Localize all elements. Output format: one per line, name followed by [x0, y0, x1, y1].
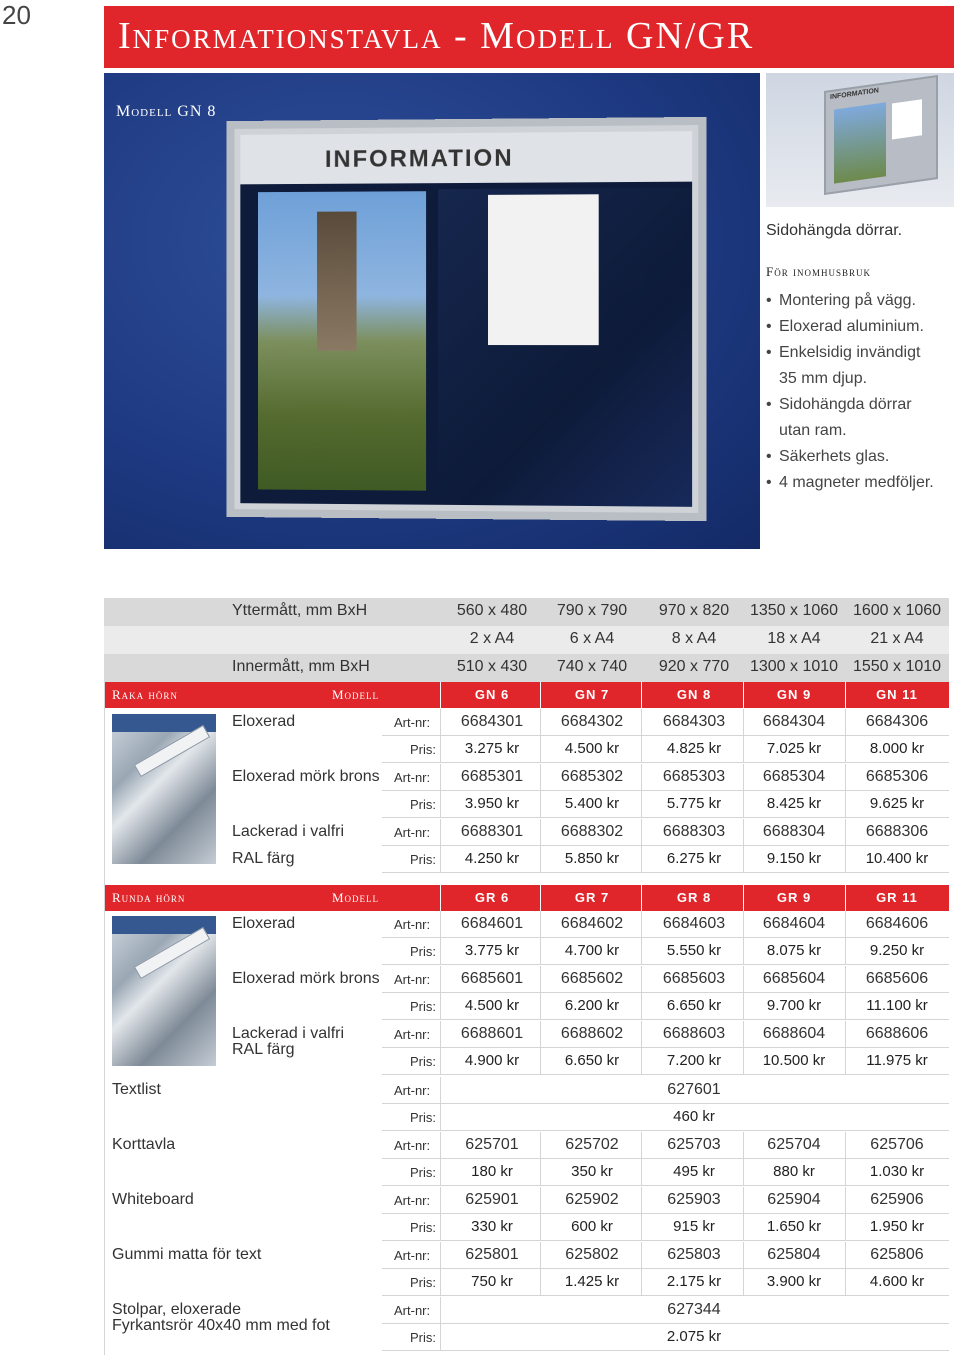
price-value: 7.200 kr	[666, 1052, 722, 1069]
artnr-value: 625703	[667, 1136, 721, 1153]
artnr-label: Art-nr:	[394, 825, 431, 840]
feature-item: • Eloxerad aluminium.	[766, 314, 934, 340]
column-separator	[440, 1297, 441, 1324]
column-separator	[440, 764, 441, 791]
column-separator	[440, 1132, 441, 1159]
price-value: 3.950 kr	[464, 795, 520, 812]
price-value: 460 kr	[673, 1108, 715, 1125]
table-row	[104, 1077, 949, 1104]
column-separator	[440, 938, 441, 965]
row-divider	[382, 1019, 949, 1020]
artnr-value: 6684306	[865, 713, 929, 730]
artnr-value: 6688602	[560, 1025, 624, 1042]
table-row	[104, 1104, 949, 1131]
artnr-label: Art-nr:	[394, 1193, 431, 1208]
price-value: 6.650 kr	[564, 1052, 620, 1069]
price-value: 330 kr	[471, 1218, 513, 1235]
artnr-value: 6684302	[560, 713, 624, 730]
row-label: RAL färg	[232, 1041, 295, 1058]
board-illustration	[227, 117, 707, 521]
model-name: GN 7	[574, 687, 610, 702]
feature-item: • Sidohängda dörrar utan ram.	[766, 392, 934, 444]
price-value: 4.600 kr	[869, 1273, 925, 1290]
column-separator	[641, 682, 642, 708]
column-separator	[440, 736, 441, 763]
price-value: 350 kr	[571, 1163, 613, 1180]
thumbnail-photo	[766, 73, 954, 207]
section-title: Runda hörn	[112, 890, 186, 905]
column-separator	[440, 1104, 441, 1131]
table-row	[104, 911, 949, 938]
column-separator	[440, 1021, 441, 1048]
spec-value: 790 x 790	[556, 602, 628, 619]
row-label: Eloxerad	[232, 713, 296, 730]
spec-label: Innermått, mm BxH	[232, 658, 370, 675]
spec-value: 8 x A4	[671, 630, 717, 647]
price-label: Pris:	[410, 1110, 436, 1125]
spec-value: 18 x A4	[767, 630, 821, 647]
price-value: 6.200 kr	[564, 997, 620, 1014]
model-name: GN 6	[474, 687, 510, 702]
artnr-value: 627344	[667, 1301, 721, 1318]
spec-value: 6 x A4	[569, 630, 615, 647]
spec-value: 1350 x 1060	[749, 602, 839, 619]
artnr-value: 6685601	[460, 970, 524, 987]
column-separator	[845, 1132, 846, 1159]
column-separator	[845, 819, 846, 846]
column-separator	[845, 1242, 846, 1269]
artnr-value: 6685604	[762, 970, 826, 987]
row-label: RAL färg	[232, 850, 295, 867]
row-divider	[382, 1130, 949, 1131]
price-value: 8.075 kr	[766, 942, 822, 959]
feature-item: • 4 magneter medföljer.	[766, 470, 934, 496]
column-separator	[845, 938, 846, 965]
column-separator	[845, 993, 846, 1020]
artnr-value: 6685606	[865, 970, 929, 987]
artnr-value: 627601	[667, 1081, 721, 1098]
row-divider	[382, 964, 949, 965]
artnr-value: 625702	[565, 1136, 619, 1153]
column-separator	[540, 682, 541, 708]
artnr-value: 625806	[870, 1246, 924, 1263]
price-value: 9.700 kr	[766, 997, 822, 1014]
column-separator	[440, 846, 441, 873]
table-row	[104, 1132, 949, 1159]
table-row	[104, 1021, 949, 1048]
spec-value: 1550 x 1010	[852, 658, 942, 675]
column-separator	[440, 1048, 441, 1075]
row-label: Stolpar, eloxerade	[112, 1301, 241, 1318]
artnr-label: Art-nr:	[394, 1248, 431, 1263]
price-value: 4.825 kr	[666, 740, 722, 757]
artnr-label: Art-nr:	[394, 1083, 431, 1098]
price-value: 8.425 kr	[766, 795, 822, 812]
artnr-value: 6688304	[762, 823, 826, 840]
table-row	[104, 1187, 949, 1214]
column-separator	[440, 911, 441, 938]
model-name: GR 9	[776, 890, 812, 905]
price-value: 10.400 kr	[865, 850, 929, 867]
artnr-value: 625906	[870, 1191, 924, 1208]
column-separator	[440, 1269, 441, 1296]
artnr-label: Art-nr:	[394, 1138, 431, 1153]
row-divider	[382, 817, 949, 818]
column-separator	[845, 1159, 846, 1186]
thumbnail-board	[824, 75, 938, 195]
table-left-border	[104, 682, 105, 1082]
artnr-label: Art-nr:	[394, 972, 431, 987]
spec-value: 21 x A4	[870, 630, 924, 647]
row-divider	[382, 762, 949, 763]
table-left-border	[104, 1077, 105, 1355]
price-value: 750 kr	[471, 1273, 513, 1290]
price-value: 9.150 kr	[766, 850, 822, 867]
table-row	[104, 1242, 949, 1269]
column-separator	[440, 1077, 441, 1104]
column-separator	[440, 1187, 441, 1214]
price-value: 9.625 kr	[869, 795, 925, 812]
artnr-label: Art-nr:	[394, 1027, 431, 1042]
artnr-value: 625704	[767, 1136, 821, 1153]
artnr-value: 6684301	[460, 713, 524, 730]
price-value: 1.030 kr	[869, 1163, 925, 1180]
spec-value: 740 x 740	[556, 658, 628, 675]
spec-value: 920 x 770	[658, 658, 730, 675]
artnr-value: 6688606	[865, 1025, 929, 1042]
table-row	[104, 966, 949, 993]
column-separator	[845, 709, 846, 736]
artnr-value: 6688601	[460, 1025, 524, 1042]
row-divider	[382, 872, 949, 873]
model-name: GN 8	[676, 687, 712, 702]
price-label: Pris:	[410, 944, 436, 959]
column-separator	[845, 736, 846, 763]
spec-value: 510 x 430	[456, 658, 528, 675]
price-value: 5.850 kr	[564, 850, 620, 867]
price-value: 11.100 kr	[866, 997, 928, 1014]
column-separator	[440, 791, 441, 818]
page-title: Informationstavla - Modell GN/GR	[104, 6, 954, 68]
model-name: GR 11	[876, 890, 918, 905]
row-label: Eloxerad mörk brons	[232, 768, 380, 785]
column-separator	[845, 846, 846, 873]
artnr-value: 625802	[565, 1246, 619, 1263]
price-value: 915 kr	[673, 1218, 715, 1235]
table-row	[104, 709, 949, 736]
spec-value: 1600 x 1060	[852, 602, 942, 619]
column-separator	[540, 885, 541, 911]
artnr-label: Art-nr:	[394, 1303, 431, 1318]
artnr-value: 6688603	[662, 1025, 726, 1042]
model-name: GR 8	[676, 890, 712, 905]
row-divider	[382, 1185, 949, 1186]
price-label: Pris:	[410, 852, 436, 867]
table-row	[104, 764, 949, 791]
artnr-value: 625903	[667, 1191, 721, 1208]
column-separator	[845, 1269, 846, 1296]
column-separator	[440, 1159, 441, 1186]
modell-label: Modell	[332, 890, 380, 905]
row-divider	[382, 1350, 949, 1351]
price-value: 495 kr	[673, 1163, 715, 1180]
table-row	[104, 1269, 949, 1296]
board-header	[240, 131, 692, 184]
price-value: 6.275 kr	[666, 850, 722, 867]
column-separator	[845, 682, 846, 708]
table-row	[104, 819, 949, 846]
artnr-value: 6688301	[460, 823, 524, 840]
price-value: 5.550 kr	[666, 942, 722, 959]
artnr-label: Art-nr:	[394, 770, 431, 785]
artnr-value: 6684606	[865, 915, 929, 932]
feature-list	[766, 288, 934, 496]
price-value: 3.275 kr	[464, 740, 520, 757]
artnr-value: 625901	[465, 1191, 519, 1208]
artnr-label: Art-nr:	[394, 715, 431, 730]
model-name: GR 7	[574, 890, 610, 905]
price-value: 1.950 kr	[869, 1218, 925, 1235]
price-value: 5.400 kr	[564, 795, 620, 812]
artnr-value: 6685306	[865, 768, 929, 785]
spec-row	[104, 654, 949, 682]
price-value: 3.900 kr	[766, 1273, 822, 1290]
row-label: Gummi matta för text	[112, 1246, 262, 1263]
column-separator	[641, 885, 642, 911]
side-subheading: För inomhusbruk	[766, 264, 871, 279]
thumbnail-board-title: INFORMATION	[830, 87, 879, 102]
price-value: 880 kr	[773, 1163, 815, 1180]
table-row	[104, 938, 949, 965]
artnr-value: 625904	[767, 1191, 821, 1208]
section-title: Raka hörn	[112, 687, 178, 702]
price-value: 2.175 kr	[666, 1273, 722, 1290]
price-label: Pris:	[410, 1220, 436, 1235]
modell-label: Modell	[332, 687, 380, 702]
price-value: 4.900 kr	[464, 1052, 520, 1069]
column-separator	[845, 1214, 846, 1241]
section-header	[104, 682, 949, 708]
spec-value: 560 x 480	[456, 602, 528, 619]
column-separator	[440, 682, 441, 708]
row-label: Lackerad i valfri	[232, 823, 345, 840]
column-separator	[845, 1021, 846, 1048]
artnr-value: 6684304	[762, 713, 826, 730]
table-row	[104, 791, 949, 818]
artnr-value: 625902	[565, 1191, 619, 1208]
price-value: 4.250 kr	[464, 850, 520, 867]
row-divider	[382, 1074, 949, 1075]
row-label: Eloxerad mörk brons	[232, 970, 380, 987]
artnr-value: 625803	[667, 1246, 721, 1263]
column-separator	[440, 966, 441, 993]
price-value: 11.975 kr	[866, 1052, 928, 1069]
price-label: Pris:	[410, 1275, 436, 1290]
price-value: 1.650 kr	[766, 1218, 822, 1235]
column-separator	[440, 709, 441, 736]
table-row	[104, 846, 949, 873]
price-label: Pris:	[410, 1165, 436, 1180]
artnr-value: 6688303	[662, 823, 726, 840]
artnr-value: 6685303	[662, 768, 726, 785]
price-value: 8.000 kr	[869, 740, 925, 757]
price-value: 4.700 kr	[564, 942, 620, 959]
row-label: Eloxerad	[232, 915, 296, 932]
price-value: 1.425 kr	[564, 1273, 620, 1290]
column-separator	[440, 993, 441, 1020]
spec-value: 1300 x 1010	[749, 658, 839, 675]
row-label: Whiteboard	[112, 1191, 194, 1208]
page-number: 20	[2, 0, 31, 30]
price-value: 5.775 kr	[666, 795, 722, 812]
feature-item: • Säkerhets glas.	[766, 444, 934, 470]
row-divider	[382, 1295, 949, 1296]
column-separator	[440, 1324, 441, 1351]
row-label: Fyrkantsrör 40x40 mm med fot	[112, 1317, 330, 1334]
column-separator	[845, 1187, 846, 1214]
column-separator	[845, 791, 846, 818]
column-separator	[440, 1214, 441, 1241]
row-label: Korttavla	[112, 1136, 176, 1153]
price-value: 10.500 kr	[762, 1052, 826, 1069]
table-row	[104, 1214, 949, 1241]
price-label: Pris:	[410, 797, 436, 812]
column-separator	[845, 1048, 846, 1075]
artnr-value: 6688604	[762, 1025, 826, 1042]
row-divider	[382, 1240, 949, 1241]
poster-image	[258, 191, 426, 491]
board-title: INFORMATION	[324, 144, 514, 173]
price-value: 9.250 kr	[869, 942, 925, 959]
artnr-label: Art-nr:	[394, 917, 431, 932]
price-label: Pris:	[410, 1330, 436, 1345]
artnr-value: 6685301	[460, 768, 524, 785]
column-separator	[845, 885, 846, 911]
price-label: Pris:	[410, 1054, 436, 1069]
section-header	[104, 885, 949, 911]
price-label: Pris:	[410, 742, 436, 757]
feature-item: • Montering på vägg.	[766, 288, 934, 314]
artnr-value: 6684303	[662, 713, 726, 730]
row-label: Textlist	[112, 1081, 161, 1098]
price-value: 7.025 kr	[766, 740, 822, 757]
column-separator	[440, 885, 441, 911]
artnr-value: 6685603	[662, 970, 726, 987]
model-name: GN 11	[876, 687, 918, 702]
artnr-value: 625706	[870, 1136, 924, 1153]
price-value: 3.775 kr	[464, 942, 520, 959]
artnr-value: 6685304	[762, 768, 826, 785]
artnr-value: 6684602	[560, 915, 624, 932]
artnr-value: 6684603	[662, 915, 726, 932]
column-separator	[440, 1242, 441, 1269]
spec-row	[104, 598, 949, 626]
product-photo	[104, 73, 760, 549]
price-value: 180 kr	[471, 1163, 513, 1180]
artnr-value: 6684604	[762, 915, 826, 932]
artnr-value: 6685302	[560, 768, 624, 785]
column-separator	[845, 911, 846, 938]
price-value: 2.075 kr	[666, 1328, 722, 1345]
spec-value: 970 x 820	[658, 602, 730, 619]
price-value: 6.650 kr	[666, 997, 722, 1014]
artnr-value: 625801	[465, 1246, 519, 1263]
artnr-value: 625804	[767, 1246, 821, 1263]
artnr-value: 6685602	[560, 970, 624, 987]
table-row	[104, 1048, 949, 1075]
price-label: Pris:	[410, 999, 436, 1014]
table-row	[104, 736, 949, 763]
artnr-value: 625701	[465, 1136, 519, 1153]
artnr-value: 6688306	[865, 823, 929, 840]
column-separator	[440, 819, 441, 846]
table-row	[104, 993, 949, 1020]
photo-label: Modell GN 8	[116, 103, 217, 120]
price-value: 4.500 kr	[564, 740, 620, 757]
price-value: 600 kr	[571, 1218, 613, 1235]
spec-value: 2 x A4	[469, 630, 515, 647]
spec-label: Yttermått, mm BxH	[232, 602, 368, 619]
side-description: Sidohängda dörrar.	[766, 222, 903, 239]
row-label: Lackerad i valfri	[232, 1025, 345, 1042]
paper-sheet	[488, 194, 599, 345]
column-separator	[845, 764, 846, 791]
price-value: 4.500 kr	[464, 997, 520, 1014]
table-row	[104, 1159, 949, 1186]
model-name: GN 9	[776, 687, 812, 702]
artnr-value: 6684601	[460, 915, 524, 932]
model-name: GR 6	[474, 890, 510, 905]
feature-item: • Enkelsidig invändigt 35 mm djup.	[766, 340, 934, 392]
artnr-value: 6688302	[560, 823, 624, 840]
spec-row	[104, 626, 949, 654]
column-separator	[845, 966, 846, 993]
